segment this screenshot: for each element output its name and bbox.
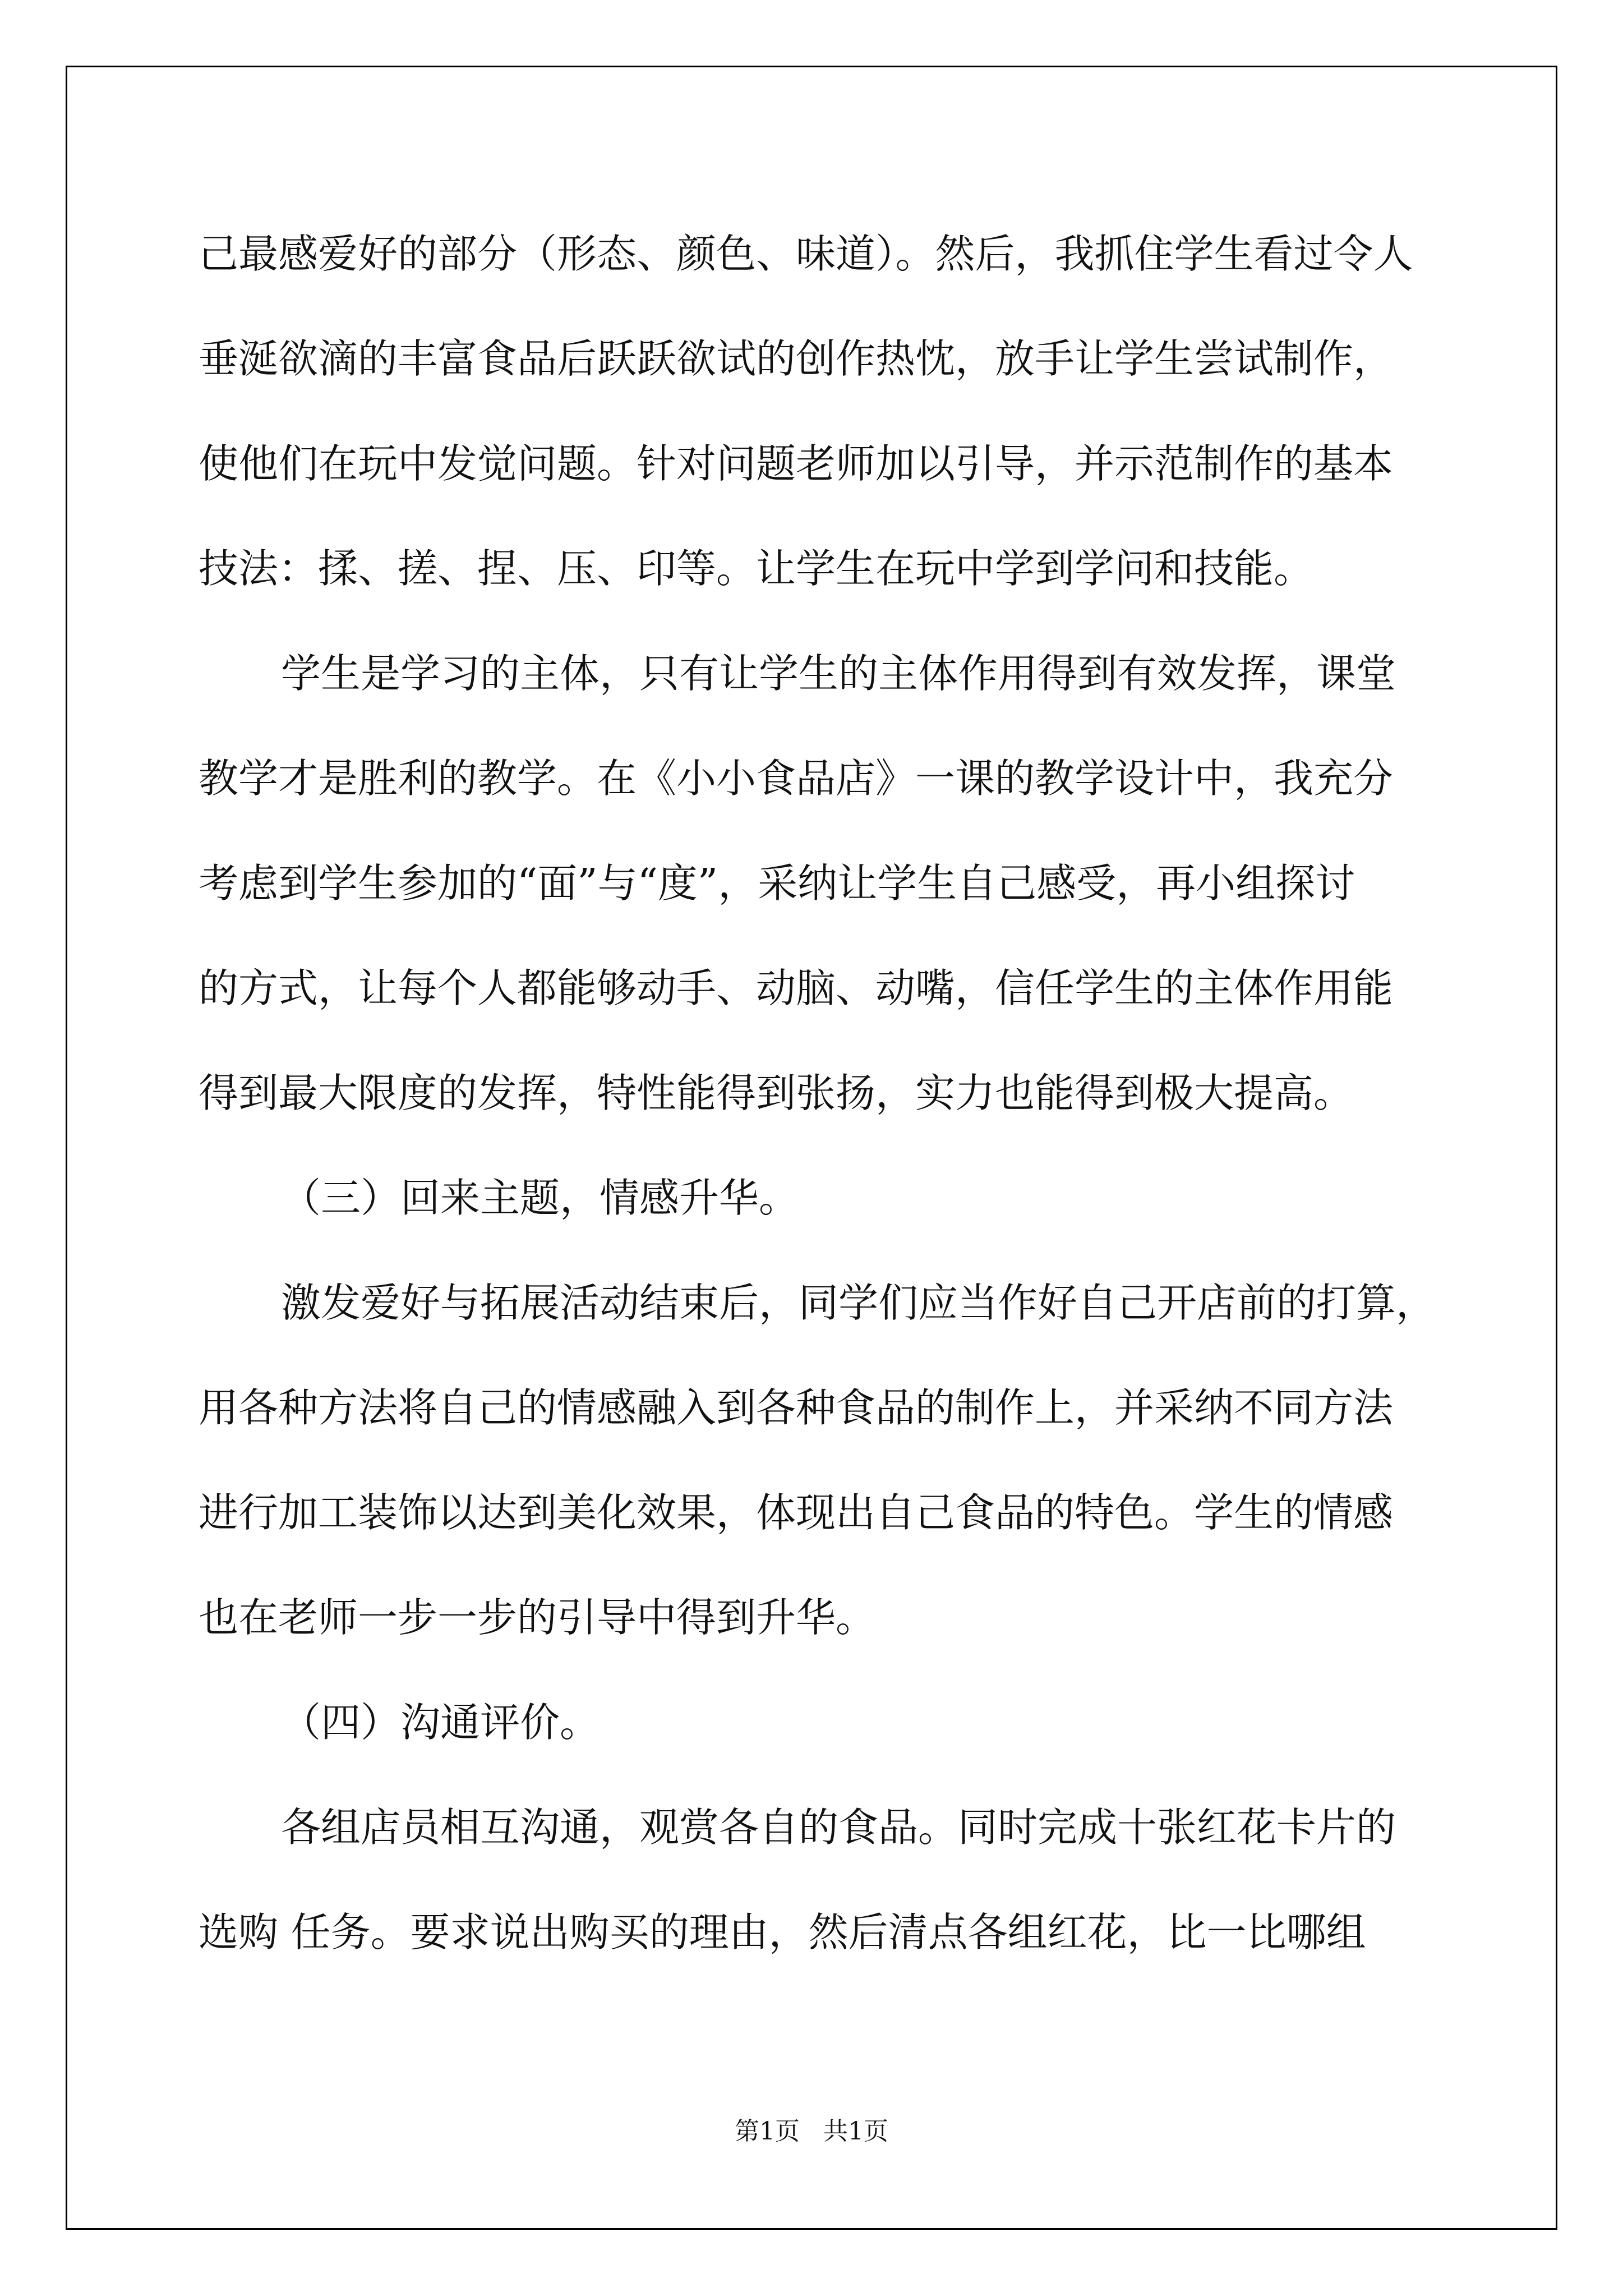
text-line-5: 学生是学习的主体，只有让学生的主体作用得到有效发挥，课堂	[281, 650, 1396, 697]
text-line-2: 垂涎欲滴的丰富食品后跃跃欲试的创作热忱，放手让学生尝试制作，	[199, 335, 1394, 382]
text-line-12: 用各种方法将自己的情感融入到各种食品的制作上，并采纳不同方法	[199, 1384, 1394, 1431]
text-line-17: 选购 任务。要求说出购买的理由，然后清点各组红花，比一比哪组	[199, 1909, 1366, 1955]
page-footer: 第1页 共1页	[735, 2117, 888, 2146]
section-heading-4: （四）沟通评价。	[281, 1699, 600, 1746]
text-line-7: 考虑到学生参加的“面”与“度”，采纳让学生自己感受，再小组探讨	[199, 860, 1355, 907]
section-heading-3: （三）回来主题，情感升华。	[281, 1175, 799, 1221]
text-line-9: 得到最大限度的发挥，特性能得到张扬，实力也能得到极大提高。	[199, 1070, 1354, 1116]
text-line-16: 各组店员相互沟通，观赏各自的食品。同时完成十张红花卡片的	[281, 1804, 1396, 1851]
text-line-6: 教学才是胜利的教学。在《小小食品店》一课的教学设计中，我充分	[199, 755, 1394, 802]
text-line-11: 激发爱好与拓展活动结束后，同学们应当作好自己开店前的打算，	[281, 1280, 1436, 1326]
text-line-13: 进行加工装饰以达到美化效果，体现出自己食品的特色。学生的情感	[199, 1489, 1394, 1536]
text-line-3: 使他们在玩中发觉问题。针对问题老师加以引导，并示范制作的基本	[199, 440, 1394, 487]
text-line-8: 的方式，让每个人都能够动手、动脑、动嘴，信任学生的主体作用能	[199, 965, 1394, 1011]
text-line-14: 也在老师一步一步的引导中得到升华。	[199, 1594, 876, 1641]
text-line-1: 己最感爱好的部分（形态、颜色、味道）。然后，我抓住学生看过令人	[199, 231, 1413, 277]
text-line-4: 技法：揉、搓、捏、压、印等。让学生在玩中学到学问和技能。	[199, 545, 1314, 592]
